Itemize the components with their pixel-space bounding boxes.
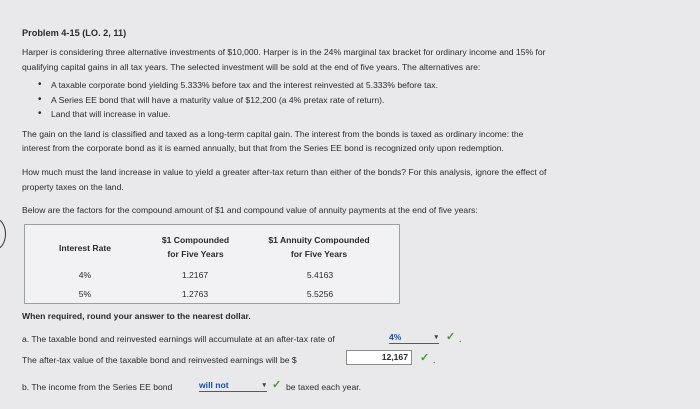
table-cell-rate: 4% [78,270,92,280]
factors-line: Below are the factors for the compound amount of $1 and compound value of annuity payments at the end of five years: [22,205,478,215]
taxed-each-year-dropdown[interactable] [199,380,267,392]
taxed-each-year-value: will not [199,380,229,390]
factor-table [24,224,400,304]
question-line-2: property taxes on the land. [22,182,124,192]
left-edge-arc [0,218,6,250]
header-annuity-1: $1 Annuity Compounded [268,235,370,245]
intro-line-2: qualifying capital gains in all tax years. The selected investment will be sold at the end of five years. The alternatives are: [22,62,481,72]
question-line-1: How much must the land increase in value to yield a greater after-tax return than either of the bonds? For this analysis, ignore the effect of [22,167,547,177]
check-icon: ✓ [446,331,456,343]
rounding-instructions: When required, round your answer to the nearest dollar. [22,311,251,321]
gain-line-1: The gain on the land is classified and taxed as a long-term capital gain. The interest from the bonds is taxed as ordinary income: the [22,129,524,139]
after-tax-value-input[interactable]: 12,167 [346,350,412,365]
period-mark: . [433,355,436,365]
after-tax-rate-value: 4% [389,332,402,342]
intro-line-1: Harper is considering three alternative investments of $10,000. Harper is in the 24% marginal tax bracket for ordinary income and 15% for [22,47,546,57]
header-interest-rate: Interest Rate [58,243,112,253]
header-compounded-1: $1 Compounded [161,235,230,245]
bullet-dot: • [38,79,42,90]
after-tax-rate-dropdown[interactable] [389,332,439,344]
table-cell-annuity: 5.4163 [306,270,334,280]
check-icon: ✓ [272,379,282,391]
bullet-dot: • [38,108,42,119]
table-cell-compounded: 1.2763 [181,289,209,299]
chevron-down-icon: ▾ [434,334,438,341]
bullet-item-corporate-bond: A taxable corporate bond yielding 5.333% before tax and the interest reinvested at 5.333% before tax. [51,80,438,90]
check-icon: ✓ [420,352,430,364]
part-a-line-1: a. The taxable bond and reinvested earnings will accumulate at an after-tax rate of [22,334,335,344]
table-cell-annuity: 5.5256 [306,289,334,299]
part-a-line-2: The after-tax value of the taxable bond and reinvested earnings will be $ [22,355,297,365]
bullet-item-series-ee: A Series EE bond that will have a maturity value of $12,200 (a 4% pretax rate of return). [51,95,385,105]
gain-line-2: interest from the corporate bond as it is earned annually, but that from the Series EE bond is recognized only upon redemption. [22,143,504,153]
header-compounded-2: for Five Years [167,249,224,259]
problem-title: Problem 4-15 (LO. 2, 11) [22,28,127,38]
chevron-down-icon: ▾ [262,382,266,389]
table-cell-rate: 5% [78,289,92,299]
part-b-suffix: be taxed each year. [286,382,362,392]
table-cell-compounded: 1.2167 [181,270,209,280]
bullet-dot: • [38,94,42,105]
period-mark: . [459,334,462,344]
bullet-item-land: Land that will increase in value. [51,109,171,119]
header-annuity-2: for Five Years [290,249,348,259]
part-b-prefix: b. The income from the Series EE bond [22,382,173,392]
